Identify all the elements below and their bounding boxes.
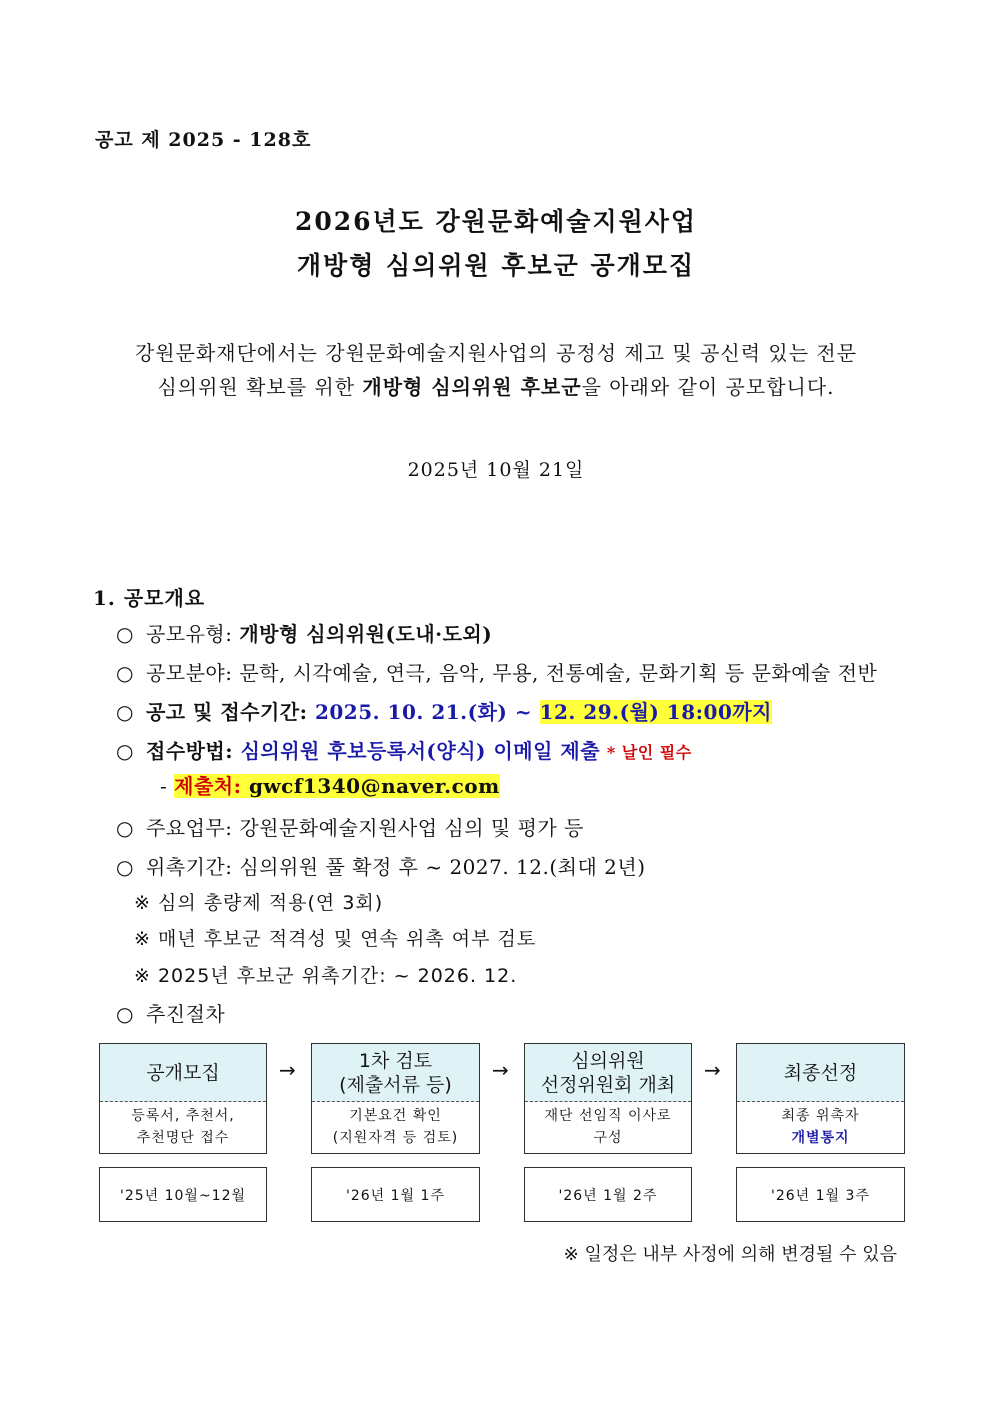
- title-line-2: 개방형 심의위원 후보군 공개모집: [296, 251, 696, 280]
- bullet-icon: ○: [116, 1002, 134, 1026]
- period-label: 공고 및 접수기간:: [145, 700, 315, 724]
- item-process: [116, 998, 225, 1027]
- bullet-icon: ○: [116, 816, 134, 840]
- bullet-icon: ○: [116, 622, 134, 646]
- step-3-time: '26년 1월 2주: [524, 1167, 692, 1222]
- item-period: [116, 696, 772, 725]
- field-label: 공모분야:: [145, 661, 240, 685]
- step-4-time: '26년 1월 3주: [736, 1167, 905, 1222]
- period-deadline: 12. 29.(월) 18:00까지: [539, 700, 772, 724]
- bullet-icon: ○: [116, 700, 134, 724]
- title-line-1: 2026년도 강원문화예술지원사업: [294, 207, 698, 236]
- step-desc: [312, 1101, 479, 1153]
- type-label: 공모유형:: [145, 622, 240, 646]
- arrow-right-icon: →: [492, 1058, 509, 1082]
- duty-value: 강원문화예술지원사업 심의 및 평가 등: [239, 816, 584, 840]
- bullet-icon: ○: [116, 739, 134, 763]
- step-title: 1차 검토 (제출서류 등): [312, 1044, 479, 1102]
- intro-line-1: 강원문화재단에서는 강원문화예술지원사업의 공정성 제고 및 공신력 있는 전문: [134, 341, 858, 365]
- announcement-date: 2025년 10월 21일: [407, 459, 585, 481]
- submit-address[interactable]: [174, 774, 500, 798]
- schedule-footnote: ※ 일정은 내부 사정에 의해 변경될 수 있음: [563, 1244, 897, 1265]
- process-step-4: [736, 1043, 905, 1154]
- method-note: * 날인 필수: [606, 743, 692, 762]
- step-desc-line: 최종 위촉자: [781, 1108, 860, 1124]
- note-3: ※ 2025년 후보군 위촉기간: ~ 2026. 12.: [134, 965, 518, 987]
- submit-dash: -: [160, 774, 175, 798]
- submit-email[interactable]: gwcf1340@naver.com: [248, 774, 500, 798]
- step-title: 최종선정: [737, 1044, 904, 1102]
- period-value: 2025. 10. 21.(화) ~: [314, 700, 540, 724]
- bullet-icon: ○: [116, 661, 134, 685]
- step-desc-line: 등록서, 추천서,: [131, 1108, 235, 1124]
- step-desc: [737, 1101, 904, 1153]
- method-value: 심의위원 후보등록서(양식) 이메일 제출: [240, 739, 601, 763]
- note-1: ※ 심의 총량제 적용(연 3회): [134, 892, 384, 914]
- section-heading: 1. 공모개요: [93, 586, 206, 610]
- intro-text: 심의위원 확보를 위한: [157, 375, 363, 399]
- step-desc: [525, 1101, 691, 1153]
- step-title: 공개모집: [100, 1044, 266, 1102]
- step-desc-line: 기본요건 확인: [349, 1108, 442, 1124]
- process-step-2: [311, 1043, 480, 1154]
- bullet-icon: ○: [116, 855, 134, 879]
- process-step-3: [524, 1043, 692, 1154]
- intro-highlight: 개방형 심의위원 후보군: [362, 375, 582, 399]
- step-desc-line: 재단 선임직 이사로: [544, 1108, 672, 1124]
- step-desc: [100, 1101, 266, 1153]
- notice-number: 공고 제 2025 - 128호: [95, 129, 312, 151]
- step-desc-line: 추천명단 접수: [136, 1130, 230, 1146]
- term-value: 심의위원 풀 확정 후 ~ 2027. 12.(최대 2년): [239, 855, 646, 879]
- method-label: 접수방법:: [145, 739, 241, 763]
- intro-line-2: [0, 371, 992, 400]
- duty-label: 주요업무:: [145, 816, 240, 840]
- step-desc-line: 개별통지: [791, 1130, 850, 1146]
- item-duty: [116, 812, 584, 841]
- process-step-1: [99, 1043, 267, 1154]
- item-field: [116, 657, 877, 686]
- step-desc-line: (지원자격 등 검토): [332, 1130, 459, 1146]
- step-2-time: '26년 1월 1주: [311, 1167, 480, 1222]
- intro-text-end: 을 아래와 같이 공모합니다.: [581, 375, 835, 399]
- note-2: ※ 매년 후보군 적격성 및 연속 위촉 여부 검토: [134, 928, 537, 950]
- step-title: 심의위원 선정위원회 개최: [525, 1044, 691, 1102]
- step-desc-line: 구성: [593, 1130, 623, 1146]
- term-label: 위촉기간:: [145, 855, 240, 879]
- field-value: 문학, 시각예술, 연극, 음악, 무용, 전통예술, 문화기획 등 문화예술 전반: [239, 661, 878, 685]
- item-term: [116, 851, 646, 880]
- step-1-time: '25년 10월~12월: [99, 1167, 267, 1222]
- process-label: 추진절차: [145, 1002, 226, 1026]
- item-type: [116, 618, 492, 647]
- arrow-right-icon: →: [704, 1058, 721, 1082]
- submit-label: 제출처:: [174, 774, 249, 798]
- item-method: [116, 735, 692, 764]
- item-submit: [160, 770, 500, 799]
- type-value: 개방형 심의위원(도내·도외): [239, 622, 493, 646]
- arrow-right-icon: →: [279, 1058, 296, 1082]
